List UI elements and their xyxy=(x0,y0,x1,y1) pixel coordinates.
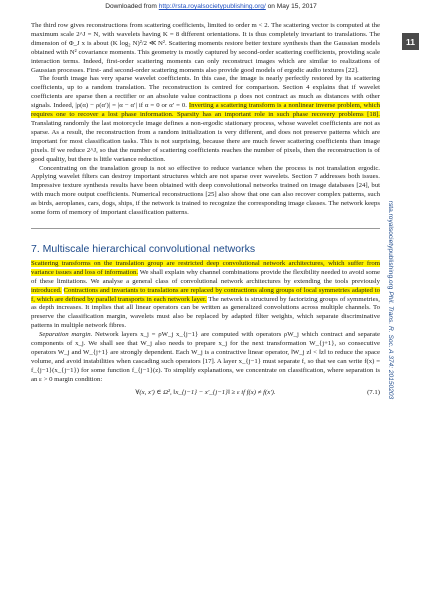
article-body xyxy=(31,22,380,398)
paragraph-reconstructions: The third row gives reconstructions from scattering coefficients, limited to order m < 2. The scattering vector is computed at the maximum scale 2^J = N, with wavelets having K = 8 different orientations. It is thus completely invariant to translations. The dimension of Φ_J x is about (K log₂ N)²/2 ≪ N². Scattering moments restore better texture synthesis than the Gaussian models obtained with N² covariance moments. This geometry is mostly captured by second-order scattering coefficients, providing scale interaction terms. Indeed, first-order scattering moments can only reconstruct images which are similar to realizations of Gaussian processes. First- and second-order scattering moments also provide good models of ergodic audio textures [22]. xyxy=(31,22,380,74)
separation-margin-text: Network layers x_j = ρW_j x_{j−1} are computed with operators ρW_j which contract and separate components of x_j. We shall see that W_j also needs to prepare x_j for the next transformation W_{j+1}, so consecutive operators W_j and W_{j+1} are strongly dependent. Each W_j is a contractive linear operator, ‖W_j z‖ < ‖z‖ to reduce the space volume, and avoid instabilities when cascading such operators [17]. A layer x_{j−1} must separate f, so that we can write f(x) = f_{j−1}(x_{j−1}) for some function f_{j−1}(z). To simplify explanations, we concentrate on classification, where separation is an ε > 0 margin condition: xyxy=(31,331,380,383)
section-title: 7. Multiscale hierarchical convolutional networks xyxy=(31,242,256,255)
runin-heading: Separation margin. xyxy=(39,331,93,339)
highlight-scattering-restricted[interactable]: Scattering transforms on the translation group are restricted deep convolutional network architectures, which suffer from variance issues and loss of information. xyxy=(31,259,380,276)
paragraph-section-intro xyxy=(31,260,380,331)
download-banner xyxy=(0,3,422,10)
paragraph-separation-margin xyxy=(31,331,380,384)
equation-7-1 xyxy=(31,389,380,398)
paragraph-sparse-a: The fourth image has very sparse wavelet coefficients. In this case, the image is nearly perfectly restored by its scattering coefficients, up to a random translation. The reconstruction is centred for comparison. Section 4 explains that if wavelet coefficients are sparse then a rectifier or an absolute value contractions ρ does not contract as much as distances with other signals. Indeed, |ρ(α) − ρ(α′)| = |α − α′| if α = 0 or α′ = 0. xyxy=(31,75,380,110)
download-banner-suffix: on May 15, 2017 xyxy=(265,3,317,10)
journal-citation: Phil. Trans. R. Soc. A 374: 20150203 xyxy=(387,291,394,400)
equation-number: (7.1) xyxy=(367,388,380,396)
paragraph-translation-group: Concentrating on the translation group is not so effective to reduce variance when the process is not translation ergodic. Applying wavelet filters can destroy important structures which are not sparse over wavelets. Section 7 addresses both issues. Impressive texture synthesis results have been obtained with deep convolutional networks trained on image databases [24], but with much more output coefficients. Numerical reconstructions [25] also show that one can also recover complex patterns, such as birds, aeroplanes, cars, dogs, ships, if the network is trained to recognize the corresponding image classes. The network keeps some form of memory of important classification patterns. xyxy=(31,164,380,217)
highlight-inverse-problem[interactable]: Inverting a scattering transform is a nonlinear inverse problem, which requires one to recover a lost phase information. Sparsity has an important role in such phase recovery problems [18]. xyxy=(31,102,380,119)
section-intro-a: We shall explain why channel combinations provide the flexibility needed to avoid some of these limitations. We analyse a general class of convolutional network architectures by extending the tools previously xyxy=(31,268,380,285)
download-banner-link[interactable]: http://rsta.royalsocietypublishing.org/ xyxy=(158,3,266,10)
side-journal-citation xyxy=(387,160,394,440)
paragraph-sparse-wavelets xyxy=(31,75,380,164)
journal-site-link[interactable]: rsta.royalsocietypublishing.org xyxy=(387,200,394,290)
highlight-introduced[interactable]: introduced. xyxy=(31,286,62,294)
page-number: 11 xyxy=(402,33,419,50)
download-banner-prefix: Downloaded from xyxy=(105,3,159,10)
equation-body: ∀(x, x′) ∈ Ω², ‖x_{j−1} − x′_{j−1}‖ ≥ ε if f(x) ≠ f(x′). xyxy=(135,388,276,396)
section-intro-c: The network is structured by factorizing groups of symmetries, as depth increases. It implies that all linear operators can be written as generalized convolutions across multiple channels. To preserve the classification margin, wavelets must also be replaced by adapted filter weights, which separate discriminative patterns in multiple network fibres. xyxy=(31,295,380,330)
highlight-contractions[interactable]: Contractions and invariants to translations are replaced by contractions along groups of local symmetries adapted to f, which are defined by parallel transports in each network layer. xyxy=(31,286,380,303)
section-divider xyxy=(31,228,380,229)
paragraph-sparse-b: Translating randomly the last motorcycle image defines a non-ergodic stationary process, whose wavelet coefficients are not as sparse. As a result, the reconstruction from a random initialization is very different, and does not preserve patterns which are important for most classification tasks. This is not surprising, because there are much fewer scattering coefficients than image pixels. If we reduce 2^J, so that the number of scattering coefficients reaches the number of pixels, then the reconstruction is of good quality, but there is little variance reduction. xyxy=(31,119,380,163)
